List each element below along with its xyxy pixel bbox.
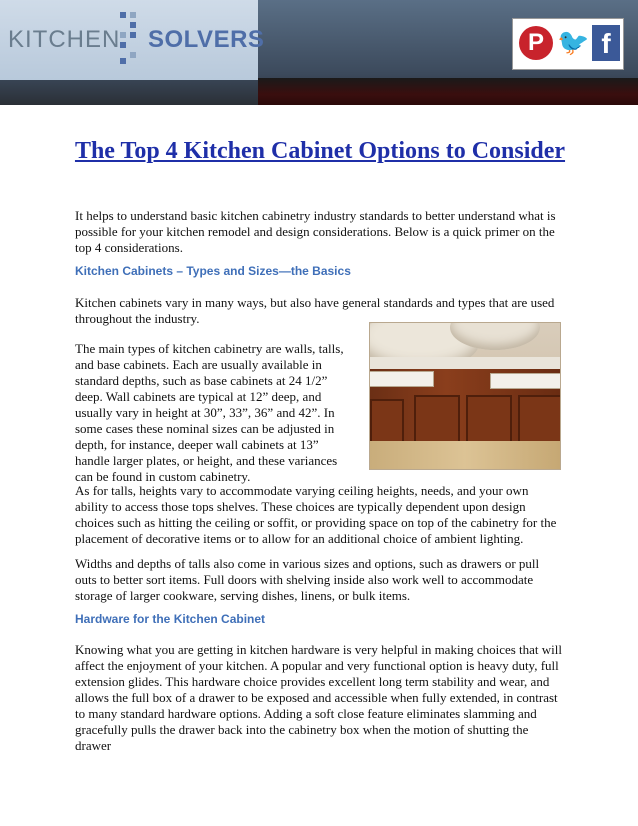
section-heading-types-sizes: Kitchen Cabinets – Types and Sizes—the Basics [75, 264, 351, 278]
section-heading-hardware: Hardware for the Kitchen Cabinet [75, 612, 266, 626]
site-logo[interactable] [0, 0, 265, 80]
header-dark-strip [258, 78, 638, 105]
tilt-drawer-left [369, 371, 434, 387]
section1-paragraph-1: Kitchen cabinets vary in many ways, but also have general standards and types that are used throughout the industry. [75, 295, 555, 326]
pinterest-icon[interactable]: P [519, 26, 553, 60]
intro-paragraph: It helps to understand basic kitchen cabinetry industry standards to better understand what is possible for your kitchen remodel and design considerations. Below is a quick primer on the top 4 considerations. [75, 208, 556, 255]
twitter-icon[interactable]: 🐦 [557, 28, 590, 58]
facebook-icon[interactable]: f [592, 25, 620, 61]
countertop [370, 357, 560, 369]
page-title: The Top 4 Kitchen Cabinet Options to Consider [74, 138, 566, 164]
tilt-drawer-right [490, 373, 561, 389]
logo-text-kitchen: KITCHEN [8, 26, 121, 53]
social-links [512, 18, 624, 70]
section2-paragraph-1: Knowing what you are getting in kitchen hardware is very helpful in making choices that will affect the enjoyment of your kitchen. A popular and very functional option is heavy duty, full extension glides. This hardware choice provides excellent long term stability and wear, and allows the full box of a drawer to be exposed and accessible when fully extended, in contrast to many standard hardware options. Adding a soft close feature eliminates slamming and gracefully pulls the drawer back into the cabinetry box when the motion of shutting the drawer [75, 642, 563, 753]
cabinet-photo [369, 322, 561, 470]
section1-paragraph-2: The main types of kitchen cabinetry are walls, talls, and base cabinets. Each are usually available in standard depths, such as base cabinets at 24 1/2” deep. Wall cabinets are typical at 12” deep, and usually vary in height at 30”, 33”, 36” and 42”. In some cases these nominal sizes can be adjusted in depth, for instance, deeper wall cabinets at 13” handle larger plates, or height, and these variances can be found in custom cabinetry. [75, 341, 344, 484]
section1-paragraph-3: As for talls, heights vary to accommodate varying ceiling heights, needs, and your own ability to access those tops shelves. These choices are typically dependent upon design choices such as hitting the ceiling or soffit, or providing space on top of the cabinetry for the placement of decorative items or to allow for an additional choice of ambient lighting. [75, 483, 557, 546]
logo-text-solvers: SOLVERS [148, 26, 265, 53]
logo-dots-icon [116, 10, 146, 66]
tile-floor [370, 441, 560, 469]
section1-paragraph-4: Widths and depths of talls also come in various sizes and options, such as drawers or pull outs to better sort items. Full doors with shelving inside also work well to accommodate storage of larger cookware, serving dishes, linens, or bulk items. [75, 556, 540, 603]
